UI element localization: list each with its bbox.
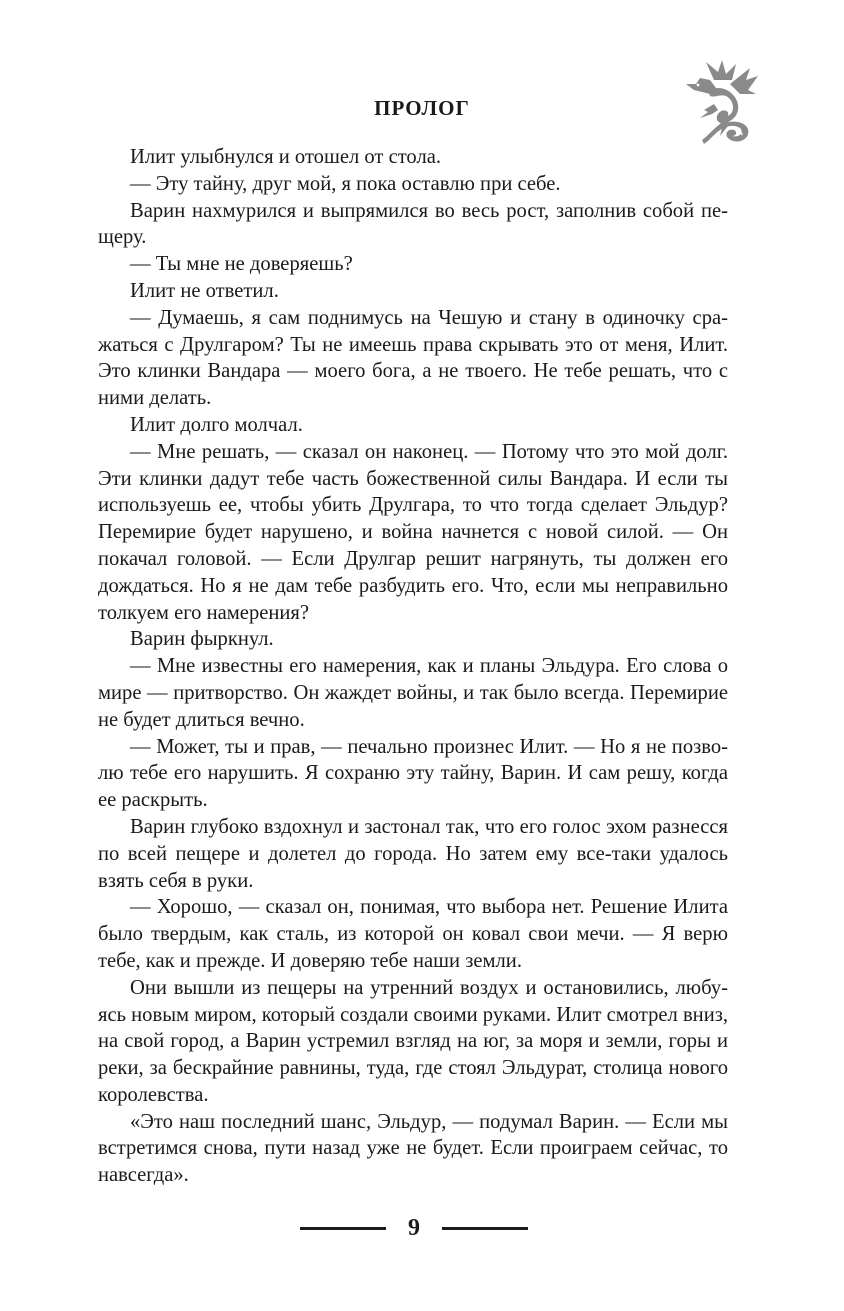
paragraph: Илит долго молчал. — [130, 413, 303, 436]
paragraph: Они вышли из пещеры на утренний воздух и остановились, любуясь новым миром, который создали своими руками. Илит смотрел вниз, на свой город, а Варин устремил взгляд на юг, за моря и земли, горы и реки, за бескрайние равнины, туда, где стоял Эльдурат, столица нового королевства. — [98, 976, 728, 1106]
paragraph: «Это наш последний шанс, Эльдур, — подумал Варин. — Если мы встретимся снова, пути назад уже не будет. Если проиграем сейчас, то навсегда». — [98, 1110, 728, 1187]
page-number: 9 — [408, 1215, 420, 1241]
paragraph: — Мне решать, — сказал он наконец. — Потому что это мой долг. Эти клинки дадут тебе часть божественной силы Вандара. И если ты используешь ее, чтобы убить Друлгара, то что тогда сделает Эльдур? Перемирие будет нарушено, и война начнется с новой силой. — Он покачал головой. — Если Друлгар решит нагрянуть, ты должен его дождаться. Но я не дам тебе разбудить его. Что, если мы неправильно толкуем его намерения? — [98, 440, 728, 624]
paragraph: Илит улыбнулся и отошел от стола. — [130, 146, 442, 168]
paragraph: — Думаешь, я сам поднимусь на Чешую и стану в одиночку сражаться с Друлгаром? Ты не имеешь права скрывать это от меня, Илит. Это клинки Вандара — моего бога, а не твоего. Не тебе решать, что с ними делать. — [98, 306, 728, 410]
paragraph: Илит не ответил. — [130, 279, 279, 302]
paragraph: Варин фыркнул. — [130, 628, 274, 651]
chapter-title: ПРОЛОГ — [374, 96, 470, 120]
page-footer — [0, 1212, 844, 1242]
paragraph: Варин нахмурился и выпрямился во весь рост, заполнив собой пещеру. — [98, 199, 728, 249]
paragraph: — Хорошо, — сказал он, понимая, что выбора нет. Решение Илита было твердым, как сталь, из которой он ковал свои мечи. — Я верю тебе, как и прежде. И доверяю тебе наши земли. — [98, 896, 728, 972]
footer-rule-left — [300, 1227, 386, 1230]
footer-rule-right — [442, 1227, 528, 1230]
paragraph: — Эту тайну, друг мой, я пока оставлю при себе. — [130, 172, 561, 195]
paragraph: — Может, ты и прав, — печально произнес Илит. — Но я не позволю тебе его нарушить. Я сохраню эту тайну, Варин. И сам решу, когда ее раскрыть. — [98, 735, 728, 812]
paragraph: Варин глубоко вздохнул и застонал так, что его голос эхом разнесся по всей пещере и долетел до города. Но затем ему все-таки удалось взять себя в руки. — [98, 815, 728, 892]
paragraph: — Мне известны его намерения, как и планы Эльдура. Его слова о мире — притворство. Он жаждет войны, и так было всегда. Перемирие не будет длиться вечно. — [98, 655, 728, 731]
paragraph: — Ты мне не доверяешь? — [130, 253, 353, 276]
chapter-body-text — [98, 144, 728, 1189]
